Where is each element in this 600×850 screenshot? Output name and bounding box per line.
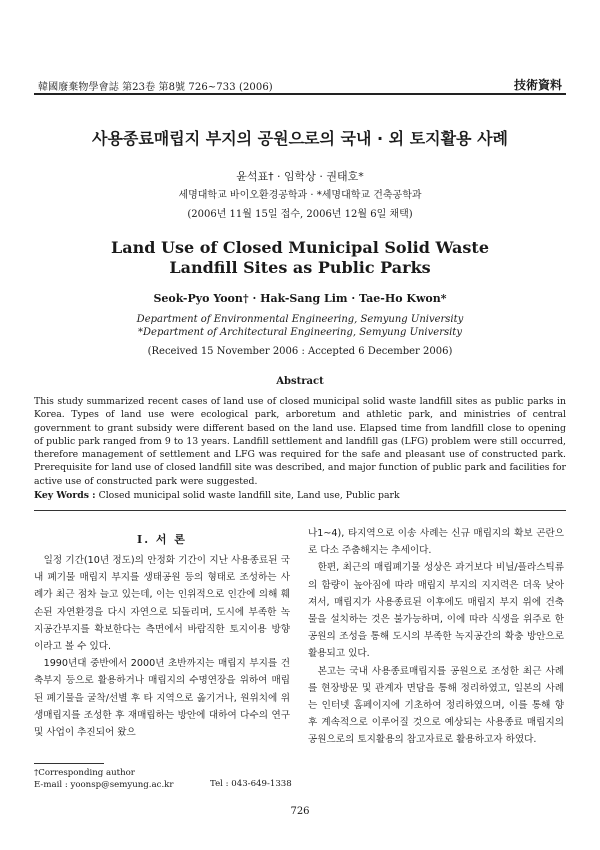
- english-title: [0, 238, 600, 278]
- korean-title: 사용종료매립지 부지의 공원으로의 국내 · 외 토지활용 사례: [91, 129, 508, 148]
- intro-paragraph-4: 본고는 국내 사용종료매립지를 공원으로 조성한 최근 사례를 현장방문 및 관계자 면담을 통해 정리하였고, 일본의 사례는 인터넷 홈페이지에 기초하여 정리하였으며, 이를 통해 향후 계속적으로 이루어질 것으로 예상되는 사용종료 매립지의 공원으로의 토지활용의 참고자료로 활용하고자 하였다.: [308, 665, 564, 746]
- section-heading: I. 서 론: [137, 533, 187, 546]
- abstract-heading: Abstract: [276, 376, 324, 387]
- english-authors: Seok-Pyo Yoon† · Hak-Sang Lim · Tae-Ho Kwon*: [153, 292, 447, 305]
- footnote: [34, 767, 174, 791]
- korean-affiliation: 세명대학교 바이오환경공학과 · *세명대학교 건축공학과: [178, 190, 422, 201]
- footnote-divider: [34, 763, 104, 764]
- footnote-tel: Tel : 043-649-1338: [210, 779, 292, 789]
- english-title-line1: Land Use of Closed Municipal Solid Waste: [110, 238, 489, 257]
- keywords-label: Key Words :: [34, 490, 96, 501]
- intro-paragraph-2: 1990년대 중반에서 2000년 초반까지는 매립지 부지를 건축부지 등으로 활용하거나 매립지의 수명연장을 위하여 매립된 폐기물을 굴착/선별 후 타 지역으로 옮기거나, 원위치에 위생매립지를 조성한 후 재매립하는 방안에 대하여 다수의 연구 및 사업이 추진되어 왔으: [34, 658, 290, 739]
- english-dates: (Received 15 November 2006 : Accepted 6 December 2006): [147, 346, 453, 357]
- english-affiliation-line2: *Department of Architectural Engineering, Semyung University: [138, 327, 462, 338]
- english-title-line2: Landfill Sites as Public Parks: [169, 258, 431, 277]
- header-divider: [34, 93, 566, 95]
- keywords: [34, 490, 400, 501]
- right-column: [308, 525, 564, 749]
- intro-paragraph-3: 한편, 최근의 매립폐기물 성상은 과거보다 비닐/플라스틱류의 함량이 높아짐에 따라 매립지 부지의 지지력은 더욱 낮아져서, 매립지가 사용종료된 이후에도 매립지 부지 위에 건축물을 설치하는 것은 불가능하며, 이에 따라 식생을 위주로 한 공원의 조성을 통해 도시의 부족한 녹지공간의 확충 방안으로 활용되고 있다.: [308, 562, 564, 660]
- korean-dates: (2006년 11월 15일 접수, 2006년 12월 6일 채택): [187, 209, 413, 220]
- section-label: 技術資料: [513, 78, 562, 92]
- keywords-text: Closed municipal solid waste landfill site, Land use, Public park: [98, 490, 400, 501]
- intro-paragraph-2-cont: 나1~4), 타지역으로 이송 사례는 신규 매립지의 확보 곤란으로 다소 주춤해지는 추세이다.: [308, 528, 564, 557]
- footnote-corresponding: †Corresponding author: [34, 768, 135, 778]
- abstract-text: This study summarized recent cases of land use of closed municipal solid waste landfill sites as public parks in Korea. Types of land use were ecological park, arboretum and athletic park, and ministries of central government to grant subsidy were different based on the land use. Elapsed time from landfill close to opening of public park ranged from 9 to 13 years. Landfill settlement and landfill gas (LFG) problem were still occurred, therefore management of settlement and LFG was required for the safe and pleasant use of constructed park. Prerequisite for land use of closed landfill site was described, and major function of public park and facilities for active use of constructed park were suggested.: [34, 396, 566, 487]
- journal-header: 韓國廢棄物學會誌 第23卷 第8號 726~733 (2006): [38, 82, 273, 93]
- english-affiliation: [0, 313, 600, 339]
- page-number: 726: [290, 806, 310, 817]
- english-affiliation-line1: Department of Environmental Engineering, Semyung University: [136, 314, 464, 325]
- left-column: [34, 552, 290, 741]
- section-divider: [34, 510, 566, 511]
- footnote-email: E-mail : yoonsp@semyung.ac.kr: [34, 780, 174, 790]
- korean-authors: 윤석표† · 임학상 · 권태호*: [236, 170, 364, 183]
- intro-paragraph-1: 일정 기간(10년 정도)의 안정화 기간이 지난 사용종료된 국내 폐기물 매립지 부지를 생태공원 등의 형태로 조성하는 사례가 최근 점차 늘고 있는데, 이는 인위적으로 인간에 의해 훼손된 자연환경을 다시 자연으로 되돌리며, 도시에 부족한 녹지공간부지를 확보한다는 측면에서 바람직한 토지이용 방향이라고 볼 수 있다.: [34, 555, 290, 653]
